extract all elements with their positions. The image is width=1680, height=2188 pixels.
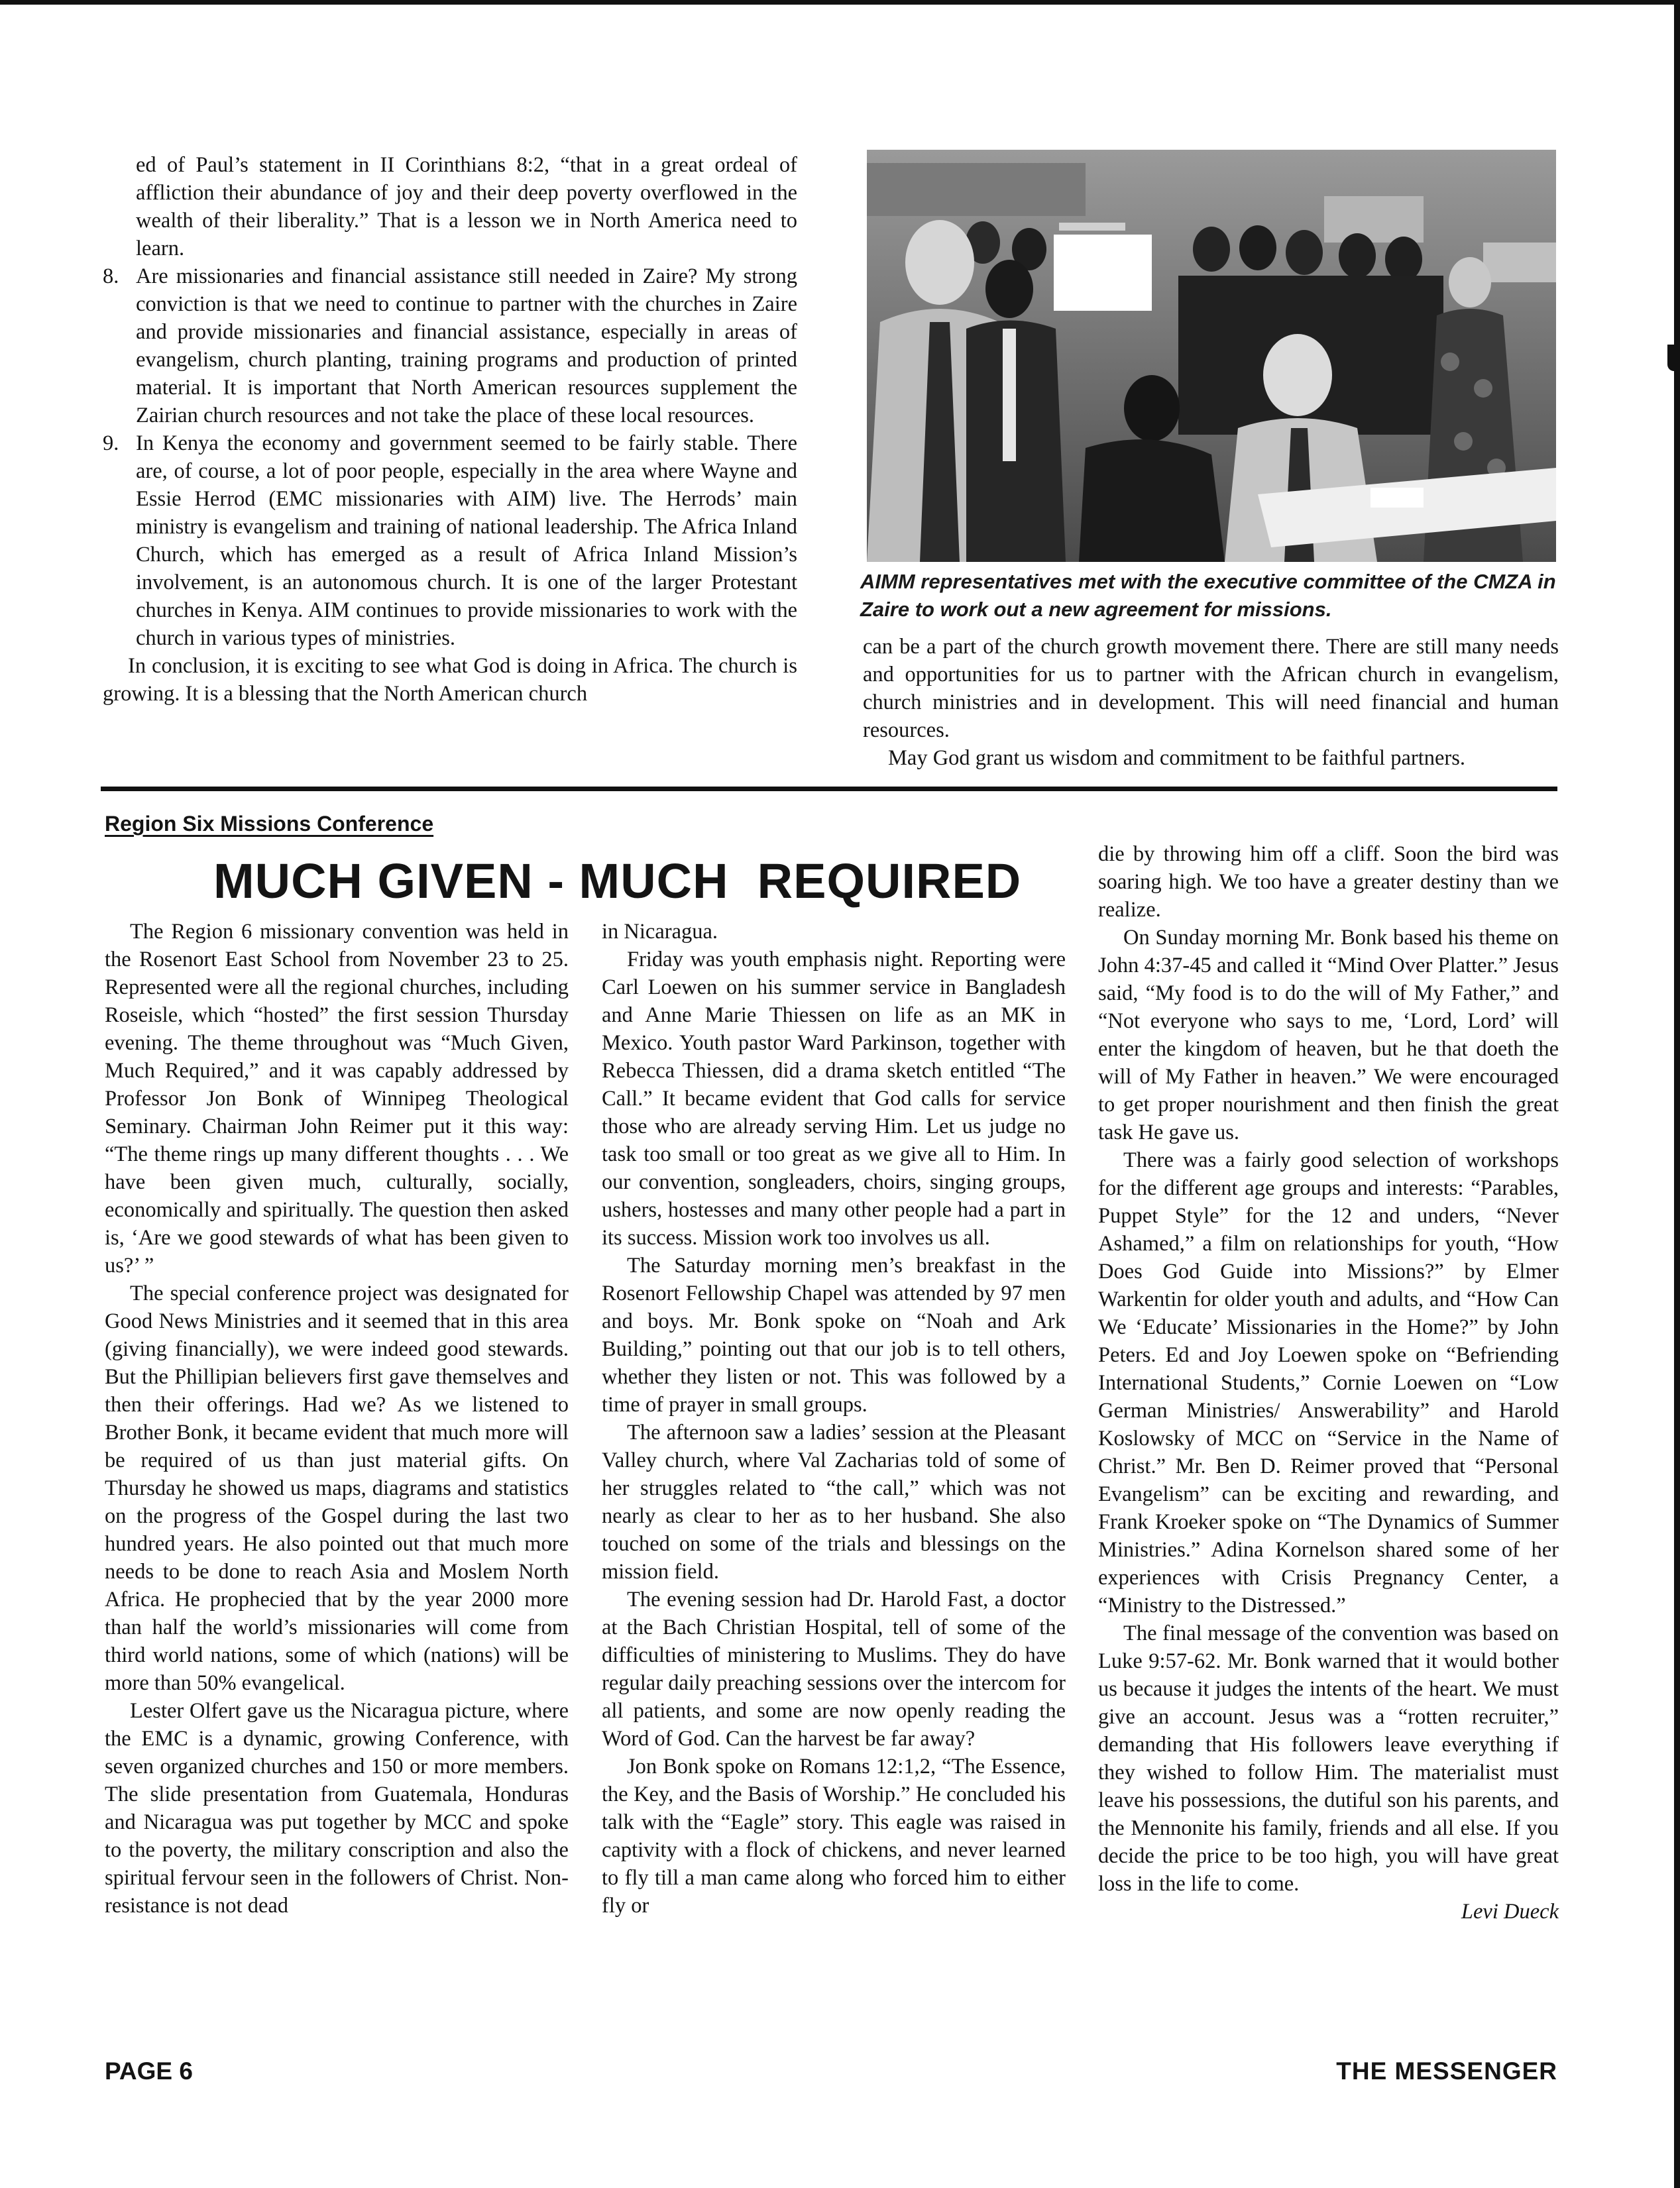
article-paragraph: in Nicaragua. [602, 920, 718, 944]
list-text: In Kenya the economy and government seemed to be fairly stable. There are, of course, a lot of poor people, especially in the area where Wayne and Essie Herrod (EMC missionaries with AIM) live. The Herrods’ main ministry is evangelism and training of national leadership. The Africa Inland Church, which has emerged as a result of Africa Inland Mission’s involvement, is an autonomous church. It is one of the larger Protestant churches in Kenya. AIM continues to provide missionaries to work with the church in various types of ministries. [136, 431, 797, 650]
article-paragraph: There was a fairly good selection of workshops for the different age groups and interests: “Parables, Puppet Style” for the 12 and unders, “Never Ashamed,” a film on relationships for youth, “How Does God Guide into Missions?” by Elmer Warkentin for older youth and adults, and “How Can We ‘Educate’ Missionaries in the Home?” by John Peters. Ed and Joy Loewen spoke on “Befriending International Students,” Cornie Loewen on “Low German Ministries/ Answerability” and Harold Koslowsky of MCC on “Service in the Name of Christ.” Mr. Ben D. Reimer proved that “Personal Evangelism” can be exciting and rewarding, and Frank Kroeker spoke on “The Dynamics of Summer Ministries.” Adina Kornelson shared some of her experiences with Crisis Pregnancy Center, a “Ministry to the Distressed.” [1098, 1148, 1559, 1617]
page-edge-right [1674, 0, 1680, 2188]
group-photo-image [867, 150, 1556, 562]
article-paragraph: The Region 6 missionary convention was held in the Rosenort East School from November 23 to 25. Represented were all the regional churches, including Roseisle, which “hosted” the first session Thursday evening. The theme throughout was “Much Given, Much Required,” and it was capably addressed by Professor Jon Bonk of Winnipeg Theological Seminary. Chairman John Reimer put it this way: “The theme rings up many different thoughts . . . We have been given much, culturally, socially, economically and spiritually. The question then asked is, ‘Are we good stewards of what has been given to us?’ ” [105, 920, 569, 1278]
article-column-3 [1098, 840, 1559, 1926]
page-number: PAGE 6 [105, 2057, 193, 2085]
article-paragraph: Jon Bonk spoke on Romans 12:1,2, “The Essence, the Key, and the Basis of Worship.” He concluded his talk with the “Eagle” story. This eagle was raised in captivity with a flock of chickens, and never learned to fly till a man came along who forced him to either fly or [602, 1755, 1066, 1918]
photo-caption: AIMM representatives met with the executive committee of the CMZA in Zaire to work out a new agreement for missions. [860, 570, 1556, 621]
page-edge-top [0, 0, 1680, 5]
group-photo [867, 150, 1556, 562]
article-paragraph: The Saturday morning men’s breakfast in the Rosenort Fellowship Chapel was attended by 97 men and boys. Mr. Bonk spoke on “Noah and Ark Building,” pointing out that our job is to tell others, whether they listen or not. This was followed by a time of prayer in small groups. [602, 1254, 1066, 1417]
article-paragraph: On Sunday morning Mr. Bonk based his theme on John 4:37-45 and called it “Mind Over Platter.” Jesus said, “My food is to do the will of My Father,” and “Not everyone who says to me, ‘Lord, Lord’ will enter the kingdom of heaven, but he that doeth the will of My Father in heaven.” We were encouraged to get proper nourishment and then finish the great task He gave us. [1098, 926, 1559, 1144]
article-headline: MUCH GIVEN - MUCH REQUIRED [213, 853, 1022, 908]
continued-article-ending [863, 633, 1559, 772]
continued-article-column [103, 151, 797, 708]
page-edge-notch [1667, 345, 1674, 371]
list-number: 9. [103, 431, 119, 455]
article-column-2 [602, 918, 1066, 1920]
article-paragraph: Lester Olfert gave us the Nicaragua picture, where the EMC is a dynamic, growing Conference, with seven organized churches and 150 or more members. The slide presentation from Guatemala, Honduras and Nicaragua was put together by MCC and spoke to the poverty, the military conscription and also the spiritual fervour seen in the followers of Christ. Non-resistance is not dead [105, 1699, 569, 1918]
continued-paragraph: ed of Paul’s statement in II Corinthians 8:2, “that in a great ordeal of affliction their abundance of joy and their deep poverty overflowed in the wealth of their liberality.” That is a lesson we in North America need to learn. [136, 153, 797, 260]
article-paragraph: The final message of the convention was based on Luke 9:57-62. Mr. Bonk warned that it would bother us because it judges the intents of the heart. We must give an account. Jesus was a “rotten recruiter,” demanding that His followers leave everything if they wished to follow Him. The materialist must leave his possessions, the dutiful son his parents, and the Mennonite his family, friends and all else. If you decide the price to be too high, you will have great loss in the life to come. [1098, 1621, 1559, 1896]
article-paragraph: The afternoon saw a ladies’ session at the Pleasant Valley church, where Val Zacharias told of some of her struggles related to “the call,” which was not nearly as clear to her as to her husband. She also touched on some of the trials and blessings on the mission field. [602, 1421, 1066, 1584]
article-column-1 [105, 918, 569, 1920]
article-paragraph: die by throwing him off a cliff. Soon the bird was soaring high. We too have a greater destiny than we realize. [1098, 842, 1559, 922]
article-byline: Levi Dueck [1461, 1900, 1559, 1924]
publication-name: THE MESSENGER [1336, 2057, 1557, 2085]
article-paragraph: Friday was youth emphasis night. Reporting were Carl Loewen on his summer service in Bangladesh and Anne Marie Thiessen on life as an MK in Mexico. Youth pastor Ward Parkinson, together with Rebecca Thiessen, did a drama sketch entitled “The Call.” It became evident that God calls for service those who are already serving Him. Let us judge no task too small or too great as we give all to Him. In our convention, songleaders, choirs, singing groups, ushers, hostesses and many other people had a part in its success. Mission work too involves us all. [602, 948, 1066, 1250]
article-kicker: Region Six Missions Conference [105, 812, 434, 836]
list-item-8 [103, 262, 797, 429]
article-paragraph: The special conference project was designated for Good News Ministries and it seemed that in this area (giving financially), we were indeed good stewards. But the Phillipian believers first gave themselves and then their offerings. Had we? As we listened to Brother Bonk, it became evident that much more will be required of us than just material gifts. On Thursday he showed us maps, diagrams and statistics on the progress of the Gospel during the last two hundred years. He also pointed out that much more needs to be done to reach Asia and Moslem North Africa. He prophecied that by the year 2000 more than half the world’s missionaries will come from third world nations, some of which (nations) will be more than 50% evangelical. [105, 1282, 569, 1695]
closing-paragraph: May God grant us wisdom and commitment to be faithful partners. [888, 746, 1466, 770]
list-item-9 [103, 429, 797, 652]
list-number: 8. [103, 264, 119, 288]
conclusion-paragraph: In conclusion, it is exciting to see what God is doing in Africa. The church is growing. It is a blessing that the North American church [103, 654, 797, 706]
article-paragraph: The evening session had Dr. Harold Fast, a doctor at the Bach Christian Hospital, tell of some of the difficulties of ministering to Muslims. They do have regular daily preaching sessions over the intercom for all patients, and some are now openly reading the Word of God. Can the harvest be far away? [602, 1588, 1066, 1751]
section-divider [101, 787, 1557, 791]
continued-paragraph: can be a part of the church growth movement there. There are still many needs and opportunities for us to partner with the African church in evangelism, church ministries and in development. This will need financial and human resources. [863, 635, 1559, 742]
list-text: Are missionaries and financial assistance still needed in Zaire? My strong conviction is that we need to continue to partner with the churches in Zaire and provide missionaries and financial assistance, especially in areas of evangelism, church planting, training programs and production of printed material. It is important that North American resources supplement the Zairian church resources and not take the place of these local resources. [136, 264, 797, 427]
